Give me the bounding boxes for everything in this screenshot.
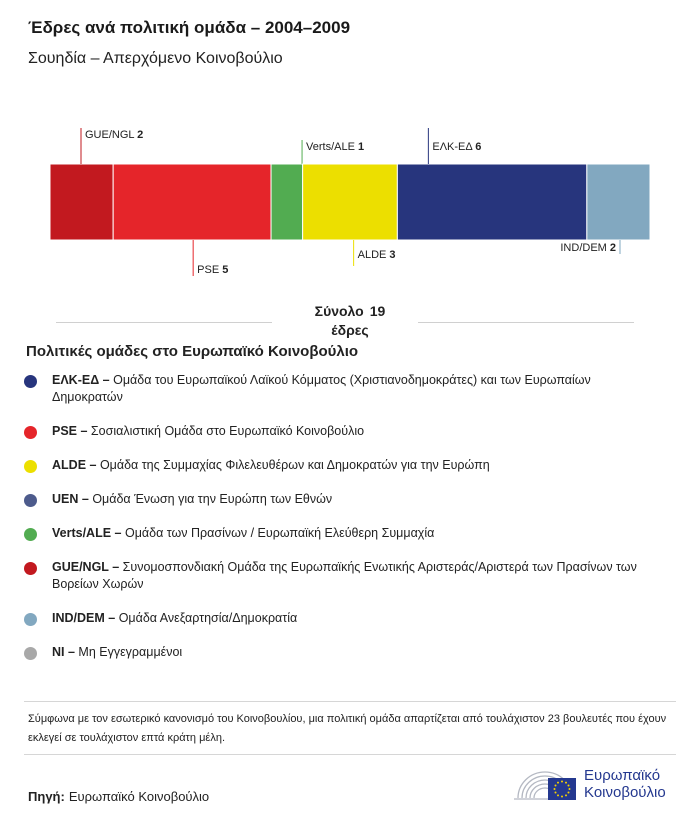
legend: [24, 372, 664, 661]
bar-label-verts-ale: Verts/ALE 1: [306, 141, 365, 153]
legend-abbr: NI: [52, 645, 65, 659]
legend-separator: –: [64, 645, 79, 659]
legend-abbr: ΕΛΚ-ΕΔ: [52, 373, 100, 387]
bar-segment-alde: [303, 164, 398, 240]
total-divider-right: [418, 322, 634, 323]
footer-divider-bottom: [24, 754, 676, 755]
legend-description: Μη Εγγεγραμμένοι: [78, 645, 183, 659]
logo-wordmark: [584, 767, 666, 801]
legend-dot-icon: [24, 613, 37, 626]
footer-divider-top: [24, 701, 676, 702]
legend-separator: –: [77, 424, 91, 438]
legend-description: Ομάδα των Πρασίνων / Ευρωπαϊκή Ελεύθερη Συμμαχία: [124, 526, 435, 540]
legend-item-alde: [24, 457, 664, 474]
legend-abbr: UEN: [52, 492, 79, 506]
legend-description: Ομάδα Ένωση για την Ευρώπη των Εθνών: [92, 492, 333, 506]
seat-total: [290, 302, 410, 340]
legend-separator: –: [108, 560, 123, 574]
european-parliament-logo: [512, 764, 682, 804]
total-unit: έδρες: [331, 322, 369, 338]
bar-segment-verts-ale: [271, 164, 303, 240]
legend-separator: –: [104, 611, 119, 625]
legend-separator: –: [78, 492, 93, 506]
total-value: 19: [369, 303, 386, 319]
bar-segment-gue-ngl: [50, 164, 113, 240]
parliament-hemicycle-icon: [512, 764, 578, 802]
chart-title: Έδρες ανά πολιτική ομάδα – 2004–2009: [28, 18, 351, 37]
bar-segment-ind-dem: [587, 164, 650, 240]
legend-dot-icon: [24, 562, 37, 575]
legend-item-verts-ale: [24, 525, 664, 542]
bar-segment-ελκ-εδ: [397, 164, 586, 240]
legend-item-ind-dem: [24, 610, 664, 627]
legend-item-uen: [24, 491, 664, 508]
legend-description: Σοσιαλιστική Ομάδα στο Ευρωπαϊκό Κοινοβούλιο: [90, 424, 365, 438]
legend-abbr: IND/DEM: [52, 611, 105, 625]
legend-description: Ομάδα της Συμμαχίας Φιλελευθέρων και Δημοκρατών για την Ευρώπη: [99, 458, 490, 472]
legend-dot-icon: [24, 426, 37, 439]
logo-line-2: Κοινοβούλιο: [584, 784, 666, 801]
bar-label-gue-ngl: GUE/NGL 2: [85, 129, 144, 141]
total-divider-left: [56, 322, 272, 323]
legend-dot-icon: [24, 647, 37, 660]
legend-abbr: PSE: [52, 424, 78, 438]
bar-segment-pse: [113, 164, 271, 240]
legend-description: Συνομοσπονδιακή Ομάδα της Ευρωπαϊκής Ενωτικής Αριστεράς/Αριστερά των Πρασίνων των Βορείων Χωρών: [52, 560, 637, 591]
total-label: Σύνολο: [314, 303, 364, 319]
legend-item-pse: [24, 423, 664, 440]
legend-separator: –: [99, 373, 114, 387]
legend-item-ni: [24, 644, 664, 661]
chart-subtitle: Σουηδία – Απερχόμενο Κοινοβούλιο: [28, 50, 283, 67]
legend-separator: –: [86, 458, 100, 472]
legend-abbr: Verts/ALE: [52, 526, 112, 540]
legend-description: Ομάδα του Ευρωπαϊκού Λαϊκού Κόμματος (Χριστιανοδημοκράτες) και των Ευρωπαίων Δημοκρατών: [52, 373, 591, 404]
legend-dot-icon: [24, 460, 37, 473]
bar-label-alde: ALDE 3: [357, 249, 396, 261]
source-label: Πηγή:: [28, 789, 65, 804]
source-value: Ευρωπαϊκό Κοινοβούλιο: [68, 789, 210, 804]
bar-label-ind-dem: IND/DEM 2: [560, 242, 616, 254]
legend-separator: –: [111, 526, 125, 540]
legend-description: Ομάδα Ανεξαρτησία/Δημοκρατία: [118, 611, 298, 625]
source-line: [28, 789, 209, 804]
logo-line-1: Ευρωπαϊκό: [584, 767, 661, 784]
legend-item-epp-ed: [24, 372, 664, 406]
bar-label-pse: PSE 5: [197, 264, 229, 276]
legend-item-gue-ngl: [24, 559, 664, 593]
footnote: Σύμφωνα με τον εσωτερικό κανονισμό του Κοινοβουλίου, μια πολιτική ομάδα απαρτίζεται από τουλάχιστον 23 βουλευτές που έχουν εκλεγεί σε τουλάχιστον επτά κράτη μέλη.: [28, 713, 667, 744]
legend-heading: Πολιτικές ομάδες στο Ευρωπαϊκό Κοινοβούλιο: [26, 343, 359, 360]
bar-label-ελκ-εδ: ΕΛΚ-ΕΔ 6: [432, 141, 482, 153]
legend-dot-icon: [24, 375, 37, 388]
legend-abbr: ALDE: [52, 458, 87, 472]
legend-abbr: GUE/NGL: [52, 560, 109, 574]
legend-dot-icon: [24, 494, 37, 507]
stacked-bar-chart: [0, 110, 700, 290]
legend-dot-icon: [24, 528, 37, 541]
